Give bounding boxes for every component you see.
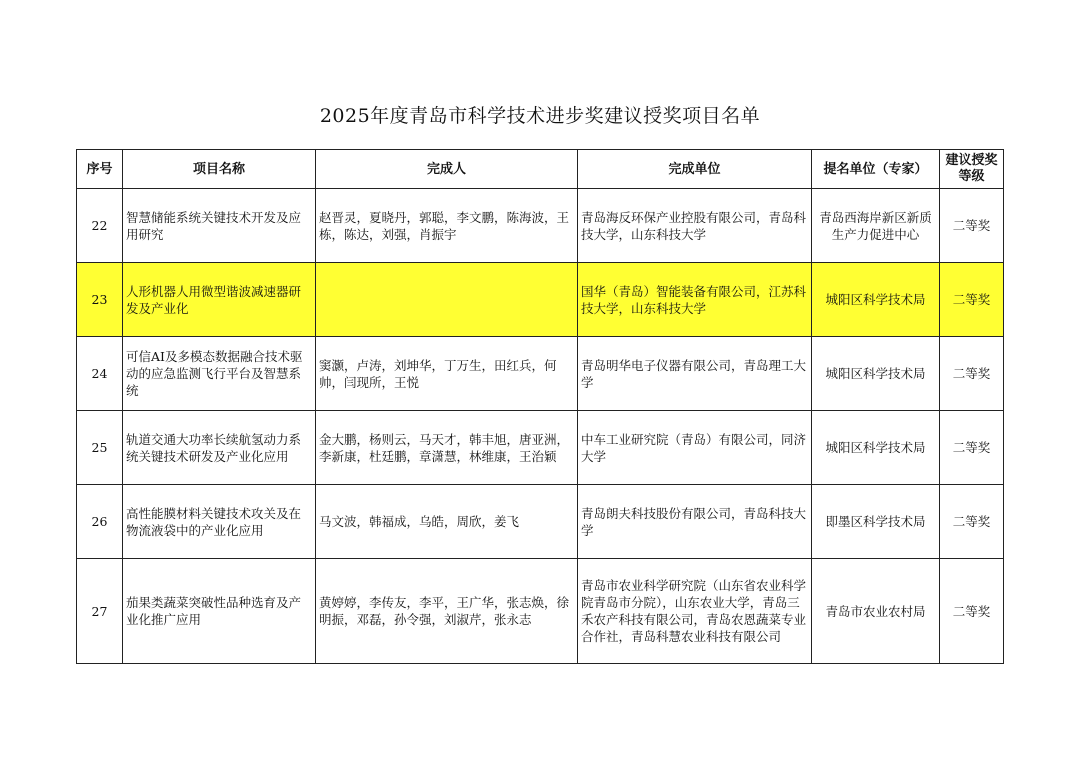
table-row-highlighted — [77, 263, 1004, 337]
row-no: 22 — [77, 189, 123, 263]
header-completers: 完成人 — [316, 150, 578, 189]
row-project-name: 高性能膜材料关键技术攻关及在物流液袋中的产业化应用 — [123, 485, 316, 559]
table-row — [77, 485, 1004, 559]
header-no: 序号 — [77, 150, 123, 189]
row-completing-unit: 青岛朗夫科技股份有限公司，青岛科技大学 — [578, 485, 812, 559]
row-completing-unit: 国华（青岛）智能装备有限公司，江苏科技大学，山东科技大学 — [578, 263, 812, 337]
row-no: 26 — [77, 485, 123, 559]
row-project-name: 智慧储能系统关键技术开发及应用研究 — [123, 189, 316, 263]
table-row — [77, 411, 1004, 485]
header-nominator: 提名单位（专家） — [812, 150, 940, 189]
row-nominator: 城阳区科学技术局 — [812, 263, 940, 337]
row-nominator: 城阳区科学技术局 — [812, 411, 940, 485]
row-nominator: 青岛西海岸新区新质生产力促进中心 — [812, 189, 940, 263]
row-no: 25 — [77, 411, 123, 485]
row-completing-unit: 青岛海反环保产业控股有限公司，青岛科技大学，山东科技大学 — [578, 189, 812, 263]
row-no: 24 — [77, 337, 123, 411]
row-nominator: 即墨区科学技术局 — [812, 485, 940, 559]
row-award-grade: 二等奖 — [940, 337, 1004, 411]
table-row — [77, 337, 1004, 411]
table-header-row — [77, 150, 1004, 189]
row-completing-unit: 青岛明华电子仪器有限公司，青岛理工大学 — [578, 337, 812, 411]
row-nominator: 城阳区科学技术局 — [812, 337, 940, 411]
row-award-grade: 二等奖 — [940, 485, 1004, 559]
row-nominator: 青岛市农业农村局 — [812, 559, 940, 664]
document-title: 2025年度青岛市科学技术进步奖建议授奖项目名单 — [319, 105, 761, 127]
row-award-grade: 二等奖 — [940, 189, 1004, 263]
row-project-name: 人形机器人用微型谐波减速器研发及产业化 — [123, 263, 316, 337]
row-completing-unit: 青岛市农业科学研究院（山东省农业科学院青岛市分院），山东农业大学，青岛三禾农产科技有限公司，青岛农恩蔬菜专业合作社，青岛科慧农业科技有限公司 — [578, 559, 812, 664]
header-award-grade: 建议授奖等级 — [940, 150, 1004, 189]
table-row — [77, 559, 1004, 664]
row-project-name: 轨道交通大功率长续航氢动力系统关键技术研发及产业化应用 — [123, 411, 316, 485]
row-completers: 赵晋灵，夏晓丹，郭聪，李文鹏，陈海波，王栋，陈达，刘强，肖振宇 — [316, 189, 578, 263]
row-project-name: 可信AI及多模态数据融合技术驱动的应急监测飞行平台及智慧系统 — [123, 337, 316, 411]
row-completing-unit: 中车工业研究院（青岛）有限公司，同济大学 — [578, 411, 812, 485]
row-completers: 金大鹏，杨则云，马天才，韩丰旭，唐亚洲，李新康，杜廷鹏，章潇慧，林维康，王治颖 — [316, 411, 578, 485]
row-award-grade: 二等奖 — [940, 559, 1004, 664]
row-completers: 窦灏，卢涛，刘坤华，丁万生，田红兵，何帅，闫现所，王悦 — [316, 337, 578, 411]
row-no: 27 — [77, 559, 123, 664]
row-completers: 马文波，韩福成，乌皓，周欣，姜飞 — [316, 485, 578, 559]
row-no: 23 — [77, 263, 123, 337]
header-completing-unit: 完成单位 — [578, 150, 812, 189]
award-list-table — [76, 149, 1004, 664]
header-project-name: 项目名称 — [123, 150, 316, 189]
row-award-grade: 二等奖 — [940, 411, 1004, 485]
table-row — [77, 189, 1004, 263]
row-project-name: 茄果类蔬菜突破性品种选育及产业化推广应用 — [123, 559, 316, 664]
row-completers — [316, 263, 578, 337]
row-completers: 黄婷婷，李传友，李平，王广华，张志焕，徐明振，邓磊，孙令强，刘淑芹，张永志 — [316, 559, 578, 664]
row-award-grade: 二等奖 — [940, 263, 1004, 337]
